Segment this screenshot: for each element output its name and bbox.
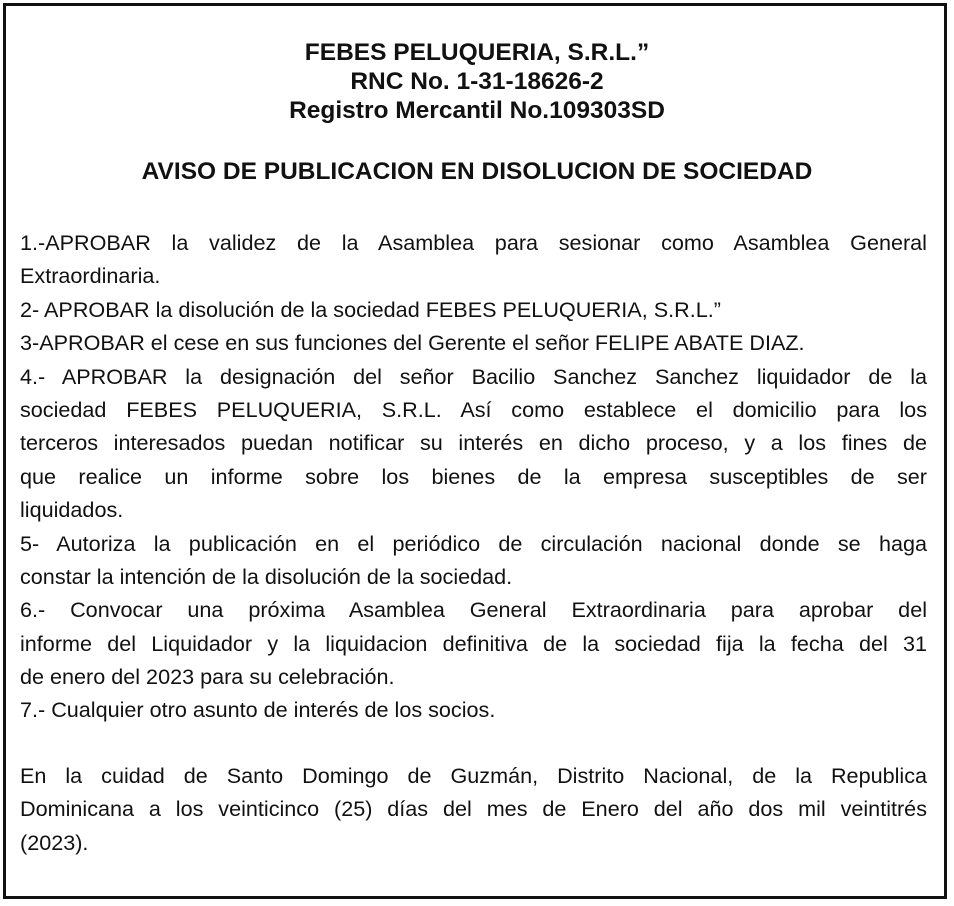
notice-title: AVISO DE PUBLICACION EN DISOLUCION DE SOCIEDAD bbox=[141, 158, 813, 185]
item-line: liquidados. bbox=[20, 497, 124, 523]
closing-line: Dominicana a los veinticinco (25) días del mes de Enero del año dos mil veintitrés bbox=[20, 796, 927, 822]
item-line: 1.-APROBAR la validez de la Asamblea para sesionar como Asamblea General bbox=[20, 230, 927, 255]
resolution-item-1 bbox=[20, 226, 927, 293]
item-line: 4.- APROBAR la designación del señor Bacilio Sanchez Sanchez liquidador de la bbox=[20, 363, 927, 389]
item-line: sociedad FEBES PELUQUERIA, S.R.L. Así como establece el domicilio para los bbox=[20, 396, 927, 422]
resolution-list bbox=[20, 226, 927, 727]
rnc-number: RNC No. 1-31-18626-2 bbox=[350, 68, 604, 95]
resolution-item-6 bbox=[20, 593, 927, 693]
item-line: Extraordinaria. bbox=[20, 263, 161, 289]
resolution-item-4 bbox=[20, 360, 927, 527]
item-line: 3-APROBAR el cese en sus funciones del Gerente el señor FELIPE ABATE DIAZ. bbox=[20, 330, 805, 356]
item-line: 7.- Cualquier otro asunto de interés de los socios. bbox=[20, 697, 496, 723]
closing-line: En la cuidad de Santo Domingo de Guzmán, Distrito Nacional, de la Republica bbox=[20, 763, 927, 788]
resolution-item-5 bbox=[20, 527, 927, 594]
company-name: FEBES PELUQUERIA, S.R.L.” bbox=[304, 39, 650, 66]
item-line: 2- APROBAR la disolución de la sociedad FEBES PELUQUERIA, S.R.L.” bbox=[20, 296, 721, 322]
resolution-item-3 bbox=[20, 326, 927, 359]
company-header bbox=[0, 38, 954, 125]
item-line: de enero del 2023 para su celebración. bbox=[20, 664, 395, 690]
item-line: constar la intención de la disolución de la sociedad. bbox=[20, 563, 513, 589]
closing-line: (2023). bbox=[20, 829, 89, 855]
item-line: terceros interesados puedan notificar su interés en dicho proceso, y a los fines de bbox=[20, 430, 927, 456]
resolution-item-7 bbox=[20, 693, 927, 726]
resolution-item-2 bbox=[20, 293, 927, 326]
item-line: 5- Autoriza la publicación en el periódico de circulación nacional donde se haga bbox=[20, 530, 927, 556]
item-line: informe del Liquidador y la liquidacion definitiva de la sociedad fija la fecha del 31 bbox=[20, 630, 927, 656]
item-line: que realice un informe sobre los bienes de la empresa susceptibles de ser bbox=[20, 463, 927, 489]
mercantile-registry: Registro Mercantil No.109303SD bbox=[289, 97, 665, 124]
item-line: 6.- Convocar una próxima Asamblea General Extraordinaria para aprobar del bbox=[20, 597, 927, 623]
closing-paragraph bbox=[20, 759, 927, 859]
